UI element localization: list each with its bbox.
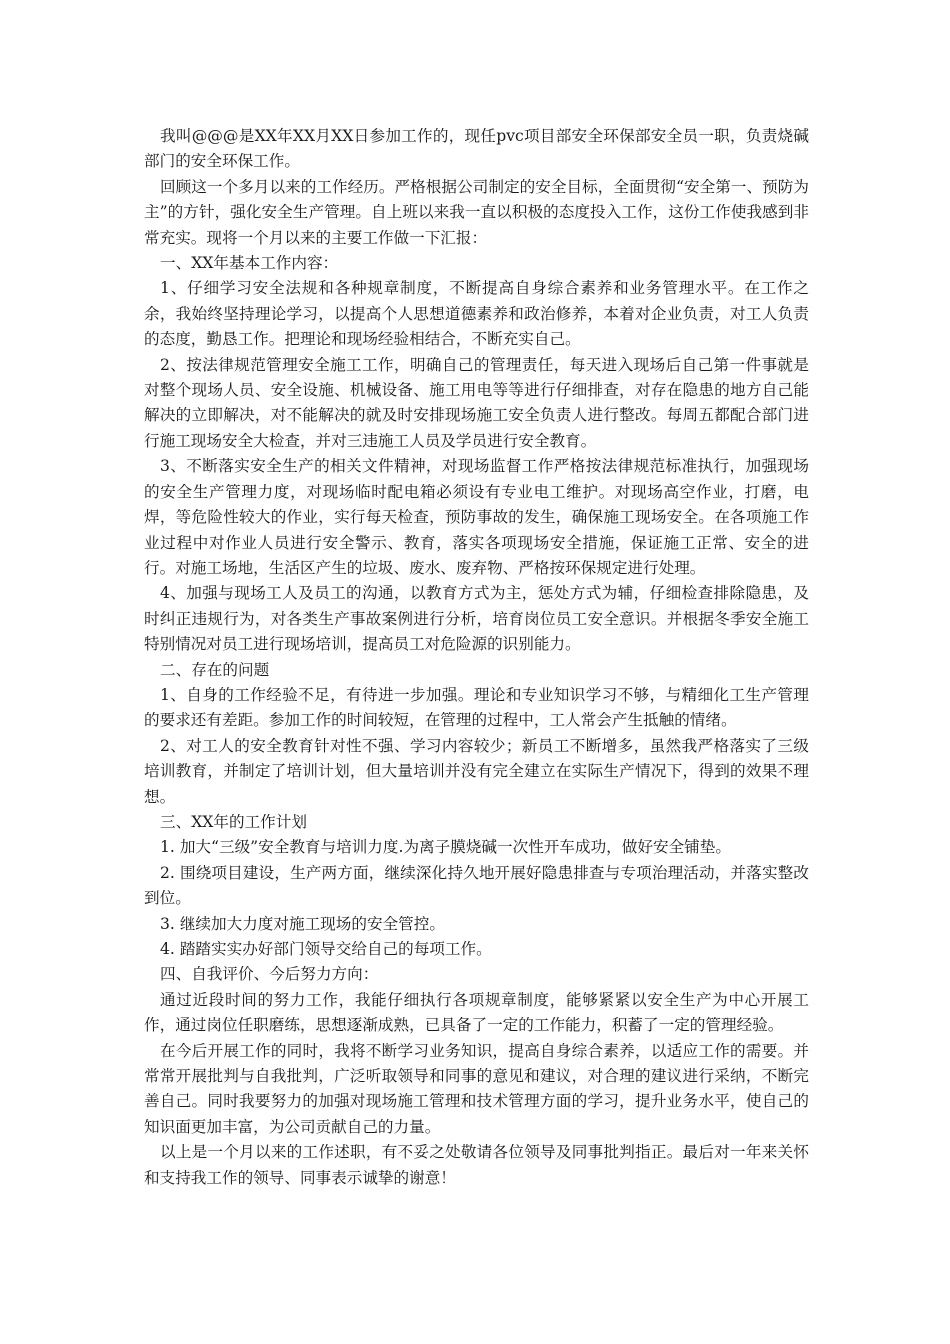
section-heading-problems: 二、存在的问题: [160, 660, 270, 679]
plan-item-4: 4. 踏踏实实办好部门领导交给自己的每项工作。: [160, 940, 492, 958]
intro-paragraph: 我叫@@@是XX年XX月XX日参加工作的，现任pvc项目部安全环保部安全员一职，负责烧碱部门的安全环保工作。: [144, 127, 809, 171]
section-heading-self-evaluation: 四、自我评价、今后努力方向：: [160, 965, 379, 984]
plan-item-2: 2. 围绕项目建设，生产两方面，继续深化持久地开展好隐患排查与专项治理活动，并落实整改到位。: [144, 863, 809, 908]
review-paragraph: 回顾这一个多月以来的工作经历。严格根据公司制定的安全目标，全面贯彻“安全第一、预防为主”的方针，强化安全生产管理。自上班以来我一直以积极的态度投入工作，这份工作使我感到非常充实。现将一个月以来的主要工作做一下汇报：: [144, 177, 809, 247]
work-item-2: 2、按法律规范管理安全施工工作，明确自己的管理责任，每天进入现场后自己第一件事就是对整个现场人员、安全设施、机械设备、施工用电等等进行仔细排查，对存在隐患的地方自己能解决的立即解决，对不能解决的就及时安排现场施工安全负责人进行整改。每周五都配合部门进行施工现场安全大检查，并对三违施工人员及学员进行安全教育。: [144, 355, 809, 450]
self-evaluation-paragraph: 通过近段时间的努力工作，我能仔细执行各项规章制度，能够紧紧以安全生产为中心开展工作，通过岗位任职磨练，思想逐渐成熟，已具备了一定的工作能力，积蓄了一定的管理经验。: [144, 990, 809, 1035]
problem-item-2: 2、对工人的安全教育针对性不强、学习内容较少；新员工不断增多，虽然我严格落实了三级培训教育，并制定了培训计划，但大量培训并没有完全建立在实际生产情况下，得到的效果不理想。: [144, 736, 809, 806]
plan-item-3: 3. 继续加大力度对施工现场的安全管控。: [160, 914, 445, 933]
plan-item-1: 1. 加大“三级”安全教育与培训力度.为离子膜烧碱一次性开车成功，做好安全铺垫。: [160, 838, 731, 857]
closing-paragraph: 以上是一个月以来的工作述职，有不妥之处敬请各位领导及同事批判指正。最后对一年来关怀和支持我工作的领导、同事表示诚挚的谢意！: [144, 1143, 809, 1187]
section-heading-basic-work: 一、XX年基本工作内容：: [160, 254, 339, 273]
document-body: [144, 124, 809, 1191]
work-item-3: 3、不断落实安全生产的相关文件精神，对现场监督工作严格按法律规范标准执行，加强现场的安全生产管理力度，对现场临时配电箱必须设有专业电工维护。对现场高空作业，打磨，电焊，等危险性较大的作业，实行每天检查，预防事故的发生，确保施工现场安全。在各项施工作业过程中对作业人员进行安全警示、教育，落实各项现场安全措施，保证施工正常、安全的进行。对施工场地，生活区产生的垃圾、废水、废弃物、严格按环保规定进行处理。: [144, 457, 809, 577]
work-item-1: 1、仔细学习安全法规和各种规章制度，不断提高自身综合素养和业务管理水平。在工作之余，我始终坚持理论学习，以提高个人思想道德素养和政治修养，本着对企业负责，对工人负责的态度，勤恳工作。把理论和现场经验相结合，不断充实自己。: [144, 279, 809, 349]
future-direction-paragraph: 在今后开展工作的同时，我将不断学习业务知识，提高自身综合素养，以适应工作的需要。并常常开展批判与自我批判，广泛听取领导和同事的意见和建议，对合理的建议进行采纳，不断完善自己。同时我要努力的加强对现场施工管理和技术管理方面的学习，提升业务水平，使自己的知识面更加丰富，为公司贡献自己的力量。: [144, 1041, 809, 1136]
problem-item-1: 1、自身的工作经验不足，有待进一步加强。理论和专业知识学习不够，与精细化工生产管理的要求还有差距。参加工作的时间较短，在管理的过程中，工人常会产生抵触的情绪。: [144, 685, 809, 730]
section-heading-plan: 三、XX年的工作计划: [160, 812, 307, 831]
work-item-4: 4、加强与现场工人及员工的沟通，以教育方式为主，惩处方式为辅，仔细检查排除隐患，及时纠正违规行为，对各类生产事故案例进行分析，培育岗位员工安全意识。并根据冬季安全施工特别情况对员工进行现场培训，提高员工对危险源的识别能力。: [144, 584, 809, 654]
